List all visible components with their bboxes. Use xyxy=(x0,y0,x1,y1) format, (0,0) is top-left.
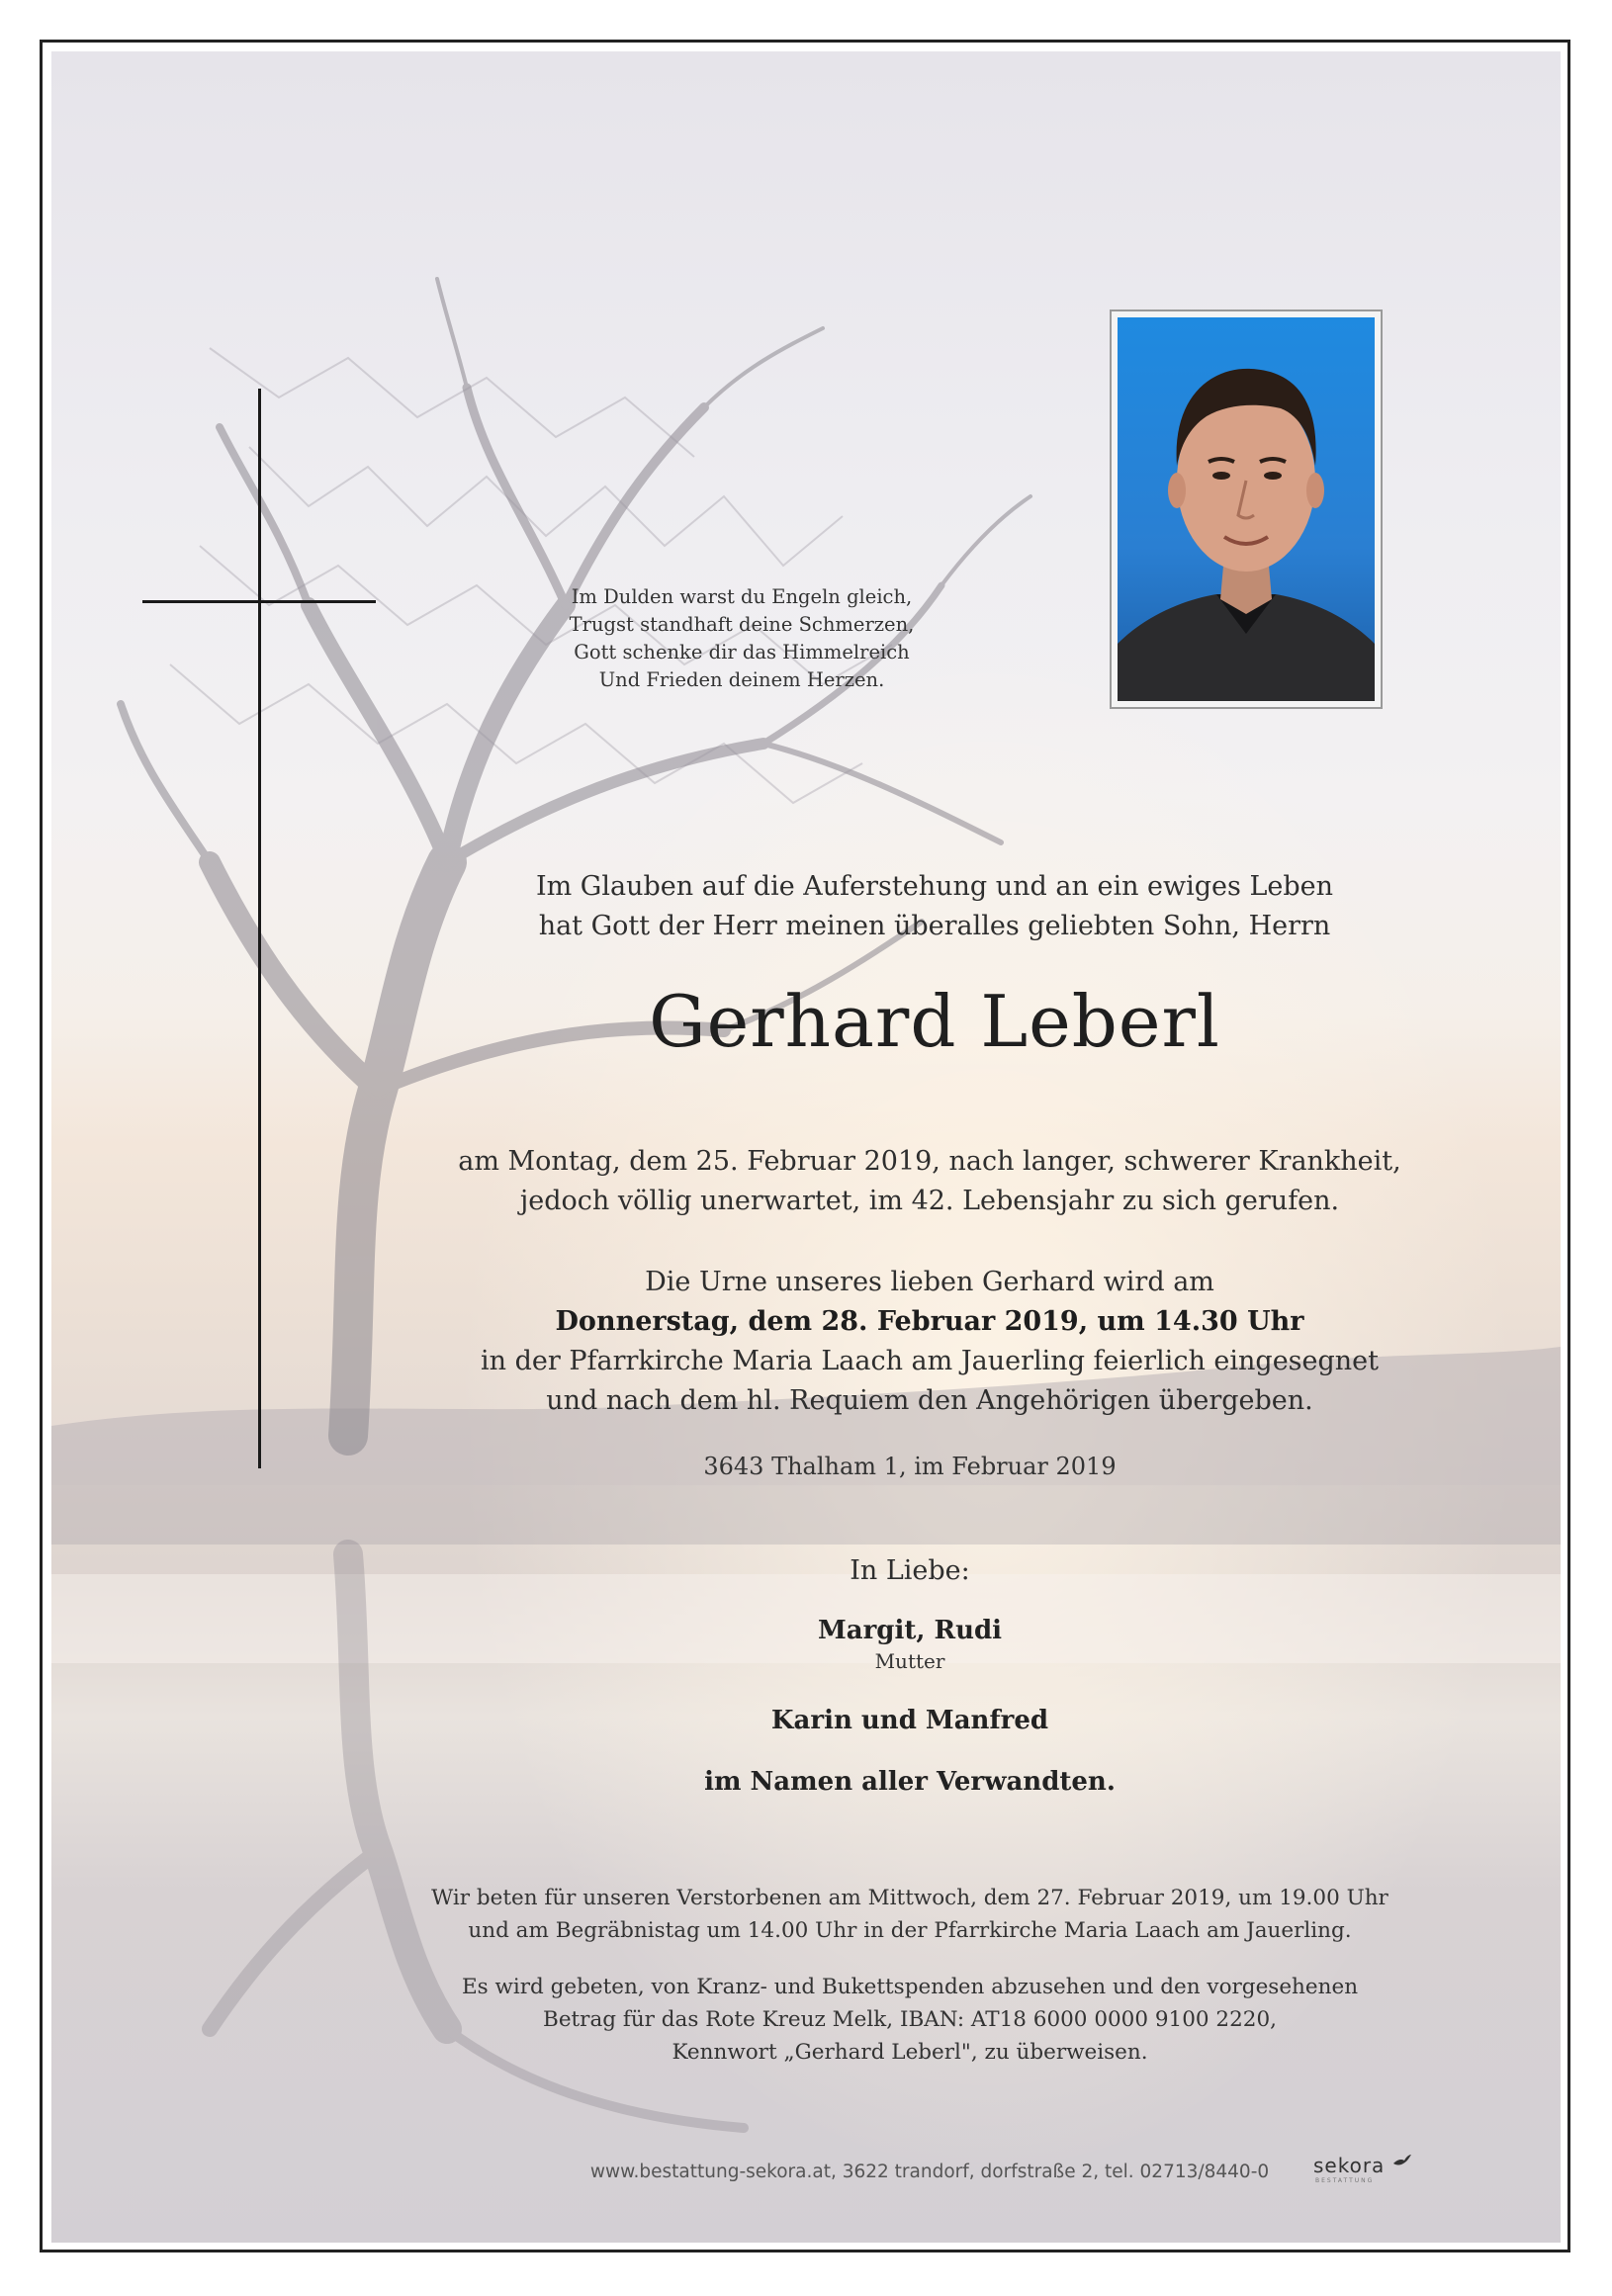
funeral-date: Donnerstag, dem 28. Februar 2019, um 14.30 Uhr xyxy=(555,1306,1304,1337)
poem-line: Im Dulden warst du Engeln gleich, xyxy=(571,585,913,608)
prayer-line: und am Begräbnistag um 14.00 Uhr in der Pfarrkirche Maria Laach am Jauerling. xyxy=(468,1918,1352,1943)
footer-contact: www.bestattung-sekora.at, 3622 trandorf, dorfstraße 2, tel. 02713/8440-0 xyxy=(589,2162,1270,2182)
mourners-heading: In Liebe: xyxy=(850,1555,970,1586)
logo-word: sekora xyxy=(1313,2154,1386,2177)
mourner-role: Mutter xyxy=(874,1649,945,1673)
intro-line: Im Glauben auf die Auferstehung und an ein ewiges Leben xyxy=(535,871,1334,902)
donation-line: Kennwort „Gerhard Leberl", zu überweisen. xyxy=(672,2040,1148,2065)
donation-notice xyxy=(356,1971,1464,2069)
donation-line: Es wird gebeten, von Kranz- und Bukettspenden abzusehen und den vorgesehenen xyxy=(461,1975,1359,1999)
person-icon xyxy=(1118,317,1375,701)
funeral-line: Die Urne unseres lieben Gerhard wird am xyxy=(645,1267,1214,1297)
poem xyxy=(494,583,989,694)
funeral-details xyxy=(415,1263,1444,1421)
funeral-line: in der Pfarrkirche Maria Laach am Jauerling feierlich eingesegnet xyxy=(480,1346,1380,1376)
bird-icon xyxy=(1392,2154,1412,2167)
deceased-name: Gerhard Leberl xyxy=(649,980,1220,1063)
intro-line: hat Gott der Herr meinen überalles geliebten Sohn, Herrn xyxy=(538,911,1331,941)
place-date: 3643 Thalham 1, im Februar 2019 xyxy=(703,1453,1117,1480)
mourner-names: Karin und Manfred xyxy=(770,1706,1049,1735)
prayer-line: Wir beten für unseren Verstorbenen am Mittwoch, dem 27. Februar 2019, um 19.00 Uhr xyxy=(431,1886,1388,1910)
mourner-names: Margit, Rudi xyxy=(817,1616,1003,1645)
death-line: jedoch völlig unerwartet, im 42. Lebensjahr zu sich gerufen. xyxy=(519,1186,1340,1216)
prayer-notice xyxy=(356,1882,1464,1947)
sekora-logo xyxy=(1313,2150,1412,2189)
intro-text xyxy=(460,867,1409,946)
cross-icon xyxy=(258,389,261,1468)
funeral-line: und nach dem hl. Requiem den Angehörigen übergeben. xyxy=(546,1385,1313,1416)
poem-line: Gott schenke dir das Himmelreich xyxy=(574,641,910,663)
death-line: am Montag, dem 25. Februar 2019, nach langer, schwerer Krankheit, xyxy=(458,1146,1401,1177)
donation-line: Betrag für das Rote Kreuz Melk, IBAN: AT18 6000 0000 9100 2220, xyxy=(543,2007,1277,2032)
death-notice xyxy=(415,1142,1444,1221)
poem-line: Und Frieden deinem Herzen. xyxy=(598,668,885,691)
logo-subtitle: BESTATTUNG xyxy=(1315,2177,1375,2184)
mourners-closing: im Namen aller Verwandten. xyxy=(704,1767,1116,1797)
cross-icon-bar xyxy=(142,600,376,603)
portrait-photo xyxy=(1118,317,1375,701)
poem-line: Trugst standhaft deine Schmerzen, xyxy=(569,613,915,636)
